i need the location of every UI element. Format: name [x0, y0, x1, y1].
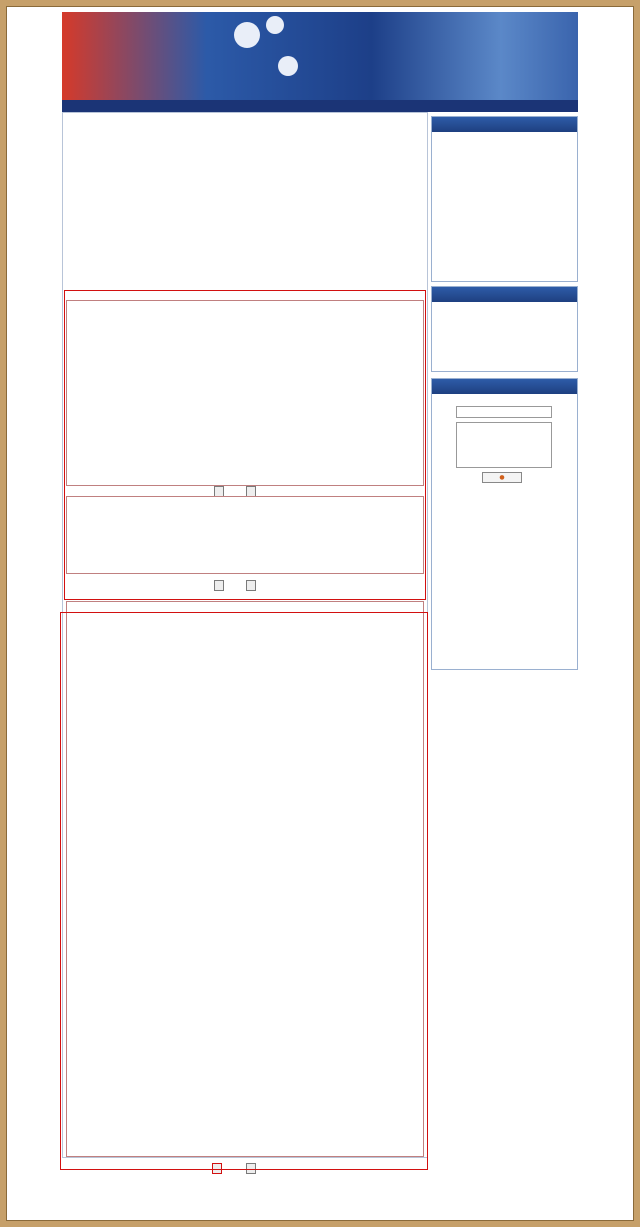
annotation-outline	[60, 612, 428, 1170]
logo-e-icon	[234, 22, 260, 48]
message-panel-title	[432, 379, 577, 394]
logo-e-icon	[278, 56, 298, 76]
monitor-panel-title	[432, 287, 577, 302]
message-subject-input[interactable]	[456, 406, 552, 418]
banner-strip	[62, 100, 578, 112]
message-panel	[431, 378, 578, 670]
annotation-outline	[64, 290, 426, 600]
logo-e-icon	[266, 16, 284, 34]
message-textarea[interactable]	[456, 422, 552, 468]
basis-panel	[431, 116, 578, 282]
header-banner	[62, 12, 578, 112]
confirm-button[interactable]	[482, 472, 522, 483]
basis-list	[432, 132, 577, 136]
confirm-icon: ●	[499, 474, 505, 481]
intro-text	[64, 118, 424, 124]
monitor-panel	[431, 286, 578, 372]
basis-panel-title	[432, 117, 577, 132]
